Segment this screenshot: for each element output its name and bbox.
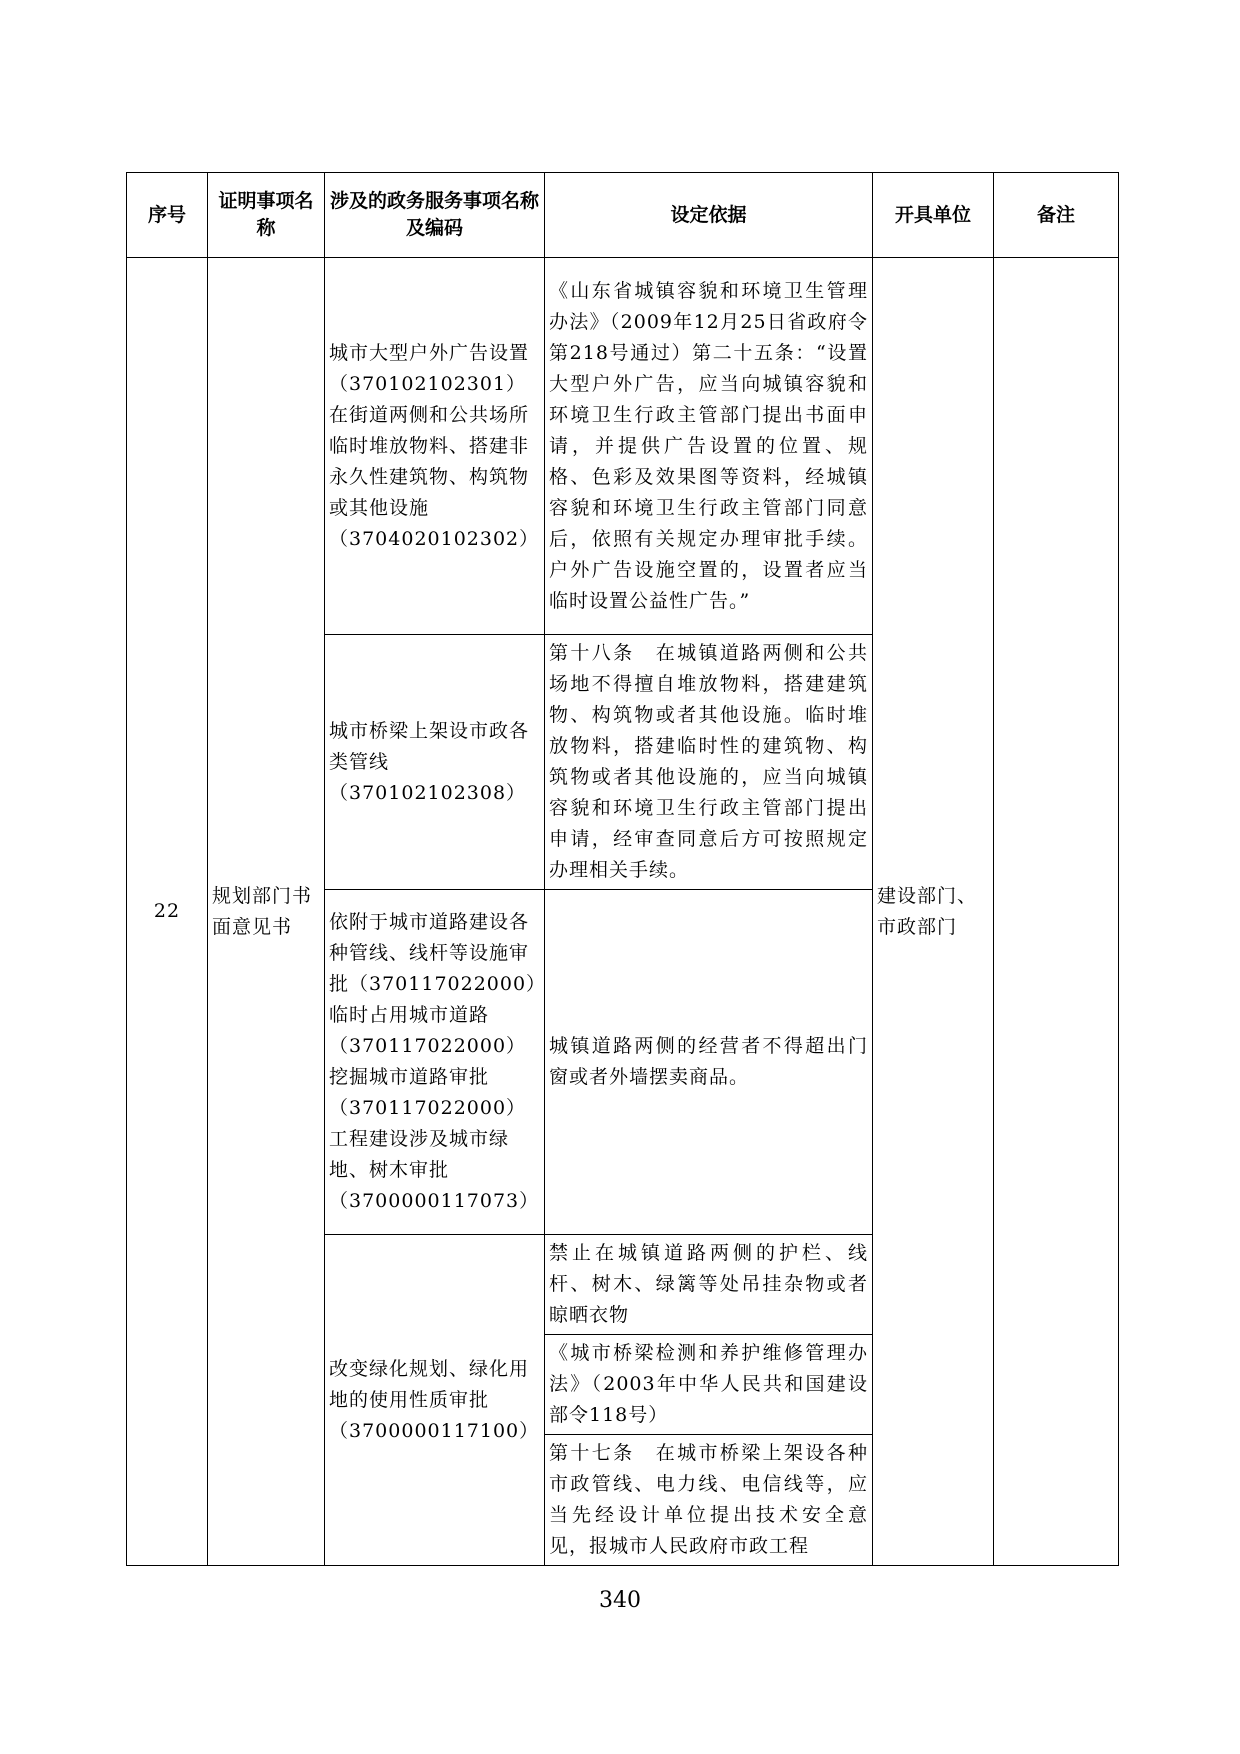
cell-basis-1: 《山东省城镇容貌和环境卫生管理办法》（2009年12月25日省政府令第218号通过）第二十五条：“设置大型户外广告，应当向城镇容貌和环境卫生行政主管部门提出书面申请，并提供广告设置的位置、规格、色彩及效果图等资料，经城镇容貌和环境卫生行政主管部门同意后，依照有关规定办理审批手续。户外广告设施空置的，设置者应当临时设置公益性广告。” [545, 258, 873, 635]
certificate-items-table [126, 172, 1119, 1566]
cell-basis-6: 第十七条 在城市桥梁上架设各种市政管线、电力线、电信线等，应当先经设计单位提出技术安全意见，报城市人民政府市政工程 [545, 1435, 873, 1566]
header-note: 备注 [994, 173, 1119, 258]
cell-basis-5: 《城市桥梁检测和养护维修管理办法》（2003年中华人民共和国建设部令118号） [545, 1335, 873, 1435]
cell-service-3: 依附于城市道路建设各种管线、线杆等设施审批（370117022000）临时占用城市道路（370117022000）挖掘城市道路审批（370117022000）工程建设涉及城市绿地、树木审批（3700000117073） [325, 890, 545, 1235]
page-number: 340 [599, 1588, 641, 1613]
cell-basis-4: 禁止在城镇道路两侧的护栏、线杆、树木、绿篱等处吊挂杂物或者晾晒衣物 [545, 1235, 873, 1335]
header-service-item: 涉及的政务服务事项名称及编码 [325, 173, 545, 258]
cell-service-1: 城市大型户外广告设置（370102102301）在街道两侧和公共场所临时堆放物料、搭建非永久性建筑物、构筑物或其他设施（3704020102302） [325, 258, 545, 635]
cell-seq: 22 [127, 258, 208, 1566]
cell-issuer: 建设部门、市政部门 [873, 258, 994, 1566]
cell-cert-item: 规划部门书面意见书 [208, 258, 325, 1566]
header-basis: 设定依据 [545, 173, 873, 258]
cell-service-2: 城市桥梁上架设市政各类管线（370102102308） [325, 635, 545, 890]
table-row [127, 258, 1119, 635]
header-cert-item: 证明事项名称 [208, 173, 325, 258]
cell-basis-3: 城镇道路两侧的经营者不得超出门窗或者外墙摆卖商品。 [545, 890, 873, 1235]
cell-basis-2: 第十八条 在城镇道路两侧和公共场地不得擅自堆放物料，搭建建筑物、构筑物或者其他设施。临时堆放物料，搭建临时性的建筑物、构筑物或者其他设施的，应当向城镇容貌和环境卫生行政主管部门提出申请，经审查同意后方可按照规定办理相关手续。 [545, 635, 873, 890]
header-issuer: 开具单位 [873, 173, 994, 258]
cell-note [994, 258, 1119, 1566]
cell-service-4: 改变绿化规划、绿化用地的使用性质审批（3700000117100） [325, 1235, 545, 1566]
header-seq: 序号 [127, 173, 208, 258]
table-header-row [127, 173, 1119, 258]
